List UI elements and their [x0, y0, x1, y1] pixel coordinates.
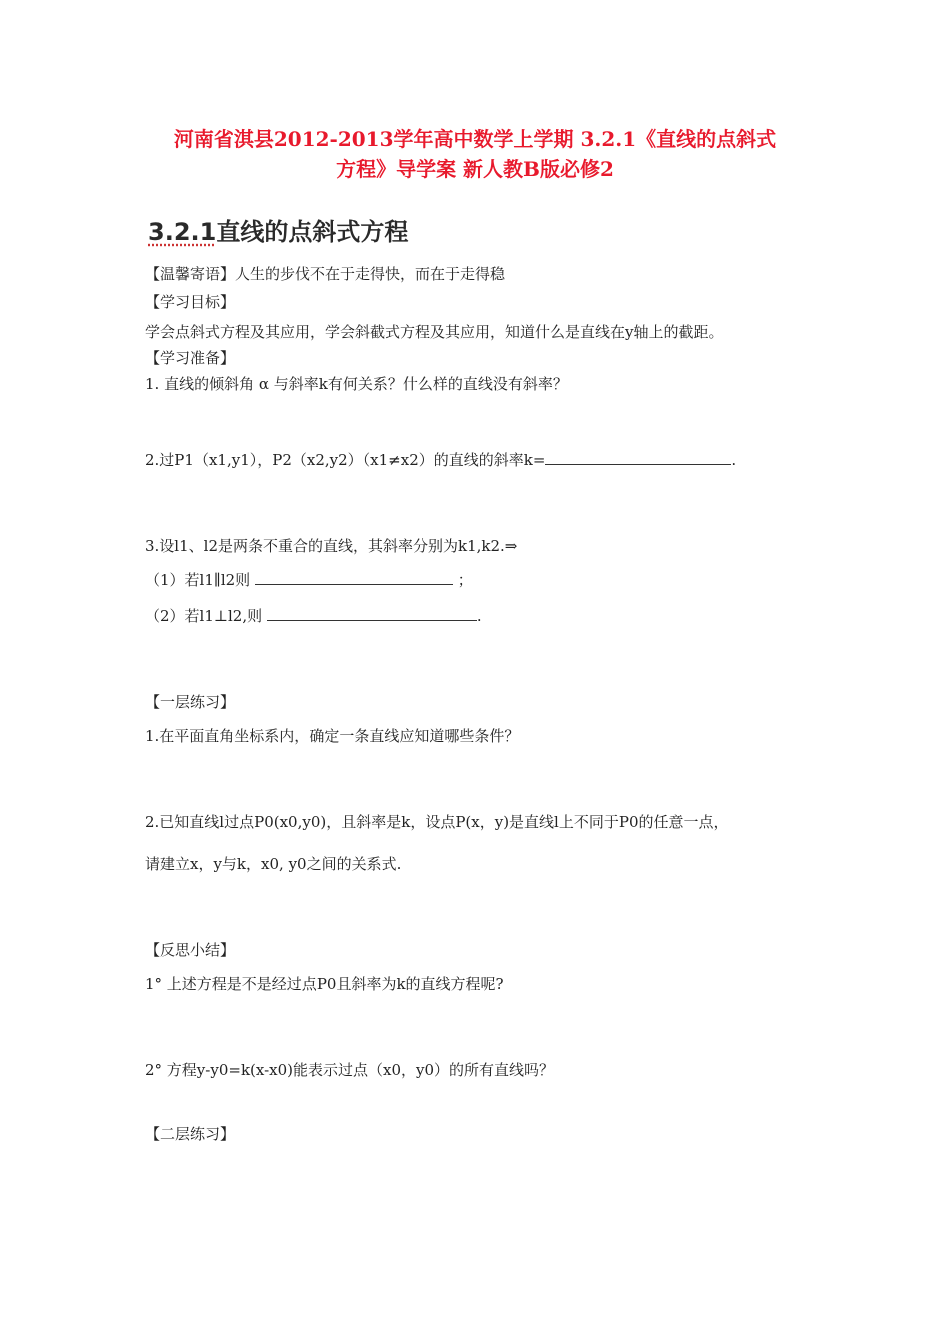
prep-question-3a: [145, 570, 473, 590]
prep-question-3b-text: （2）若l1⊥l2,则: [145, 607, 263, 625]
section-title: 直线的点斜式方程: [216, 218, 409, 246]
reflect-header: 【反思小结】: [145, 941, 236, 959]
answer-blank: [255, 570, 453, 585]
prep-question-3a-text: （1）若l1∥l2则: [145, 571, 251, 589]
reflect-question-2: 2° 方程y-y0=k(x-x0)能表示过点（x0，y0）的所有直线吗？: [145, 1061, 555, 1079]
exercise-1-header: 【一层练习】: [145, 693, 236, 711]
prep-question-2: [145, 450, 736, 470]
reflect-question-1: 1° 上述方程是不是经过点P0且斜率为k的直线方程呢?: [145, 975, 504, 993]
goal-text: 学会点斜式方程及其应用，学会斜截式方程及其应用，知道什么是直线在y轴上的截距。: [145, 323, 724, 341]
exercise-1-question-2-line-2: 请建立x，y与k，x0, y0之间的关系式.: [145, 855, 402, 873]
motto: 【温馨寄语】人生的步伐不在于走得快，而在于走得稳: [145, 265, 506, 283]
prep-question-3b: [145, 606, 482, 626]
goal-header: 【学习目标】: [145, 293, 236, 311]
answer-blank: [545, 450, 731, 465]
section-heading: [148, 212, 408, 247]
answer-blank: [267, 606, 477, 621]
exercise-1-question-1: 1.在平面直角坐标系内，确定一条直线应知道哪些条件？: [145, 727, 520, 745]
section-number: 3.2.1: [148, 218, 217, 246]
prep-question-3: 3.设l1、l2是两条不重合的直线，其斜率分别为k1,k2.⇒: [145, 537, 518, 555]
prep-question-2-end: .: [731, 451, 737, 469]
prep-question-3b-end: .: [476, 607, 482, 625]
doc-title-line-2: 方程》导学案 新人教B版必修2: [336, 157, 614, 181]
exercise-2-header: 【二层练习】: [145, 1125, 236, 1143]
prep-question-2-text: 2.过P1（x1,y1），P2（x2,y2）（x1≠x2）的直线的斜率k=: [145, 451, 546, 469]
doc-title-line-1: 河南省淇县2012-2013学年高中数学上学期 3.2.1《直线的点斜式: [173, 127, 777, 151]
prep-question-1: 1. 直线的倾斜角 α 与斜率k有何关系？什么样的直线没有斜率？: [145, 375, 568, 393]
exercise-1-question-2-line-1: 2.已知直线l过点P0(x0,y0)，且斜率是k，设点P(x，y)是直线l上不同于P0的任意一点，: [145, 813, 729, 831]
prep-header: 【学习准备】: [145, 349, 236, 367]
prep-question-3a-end: ；: [457, 571, 473, 589]
